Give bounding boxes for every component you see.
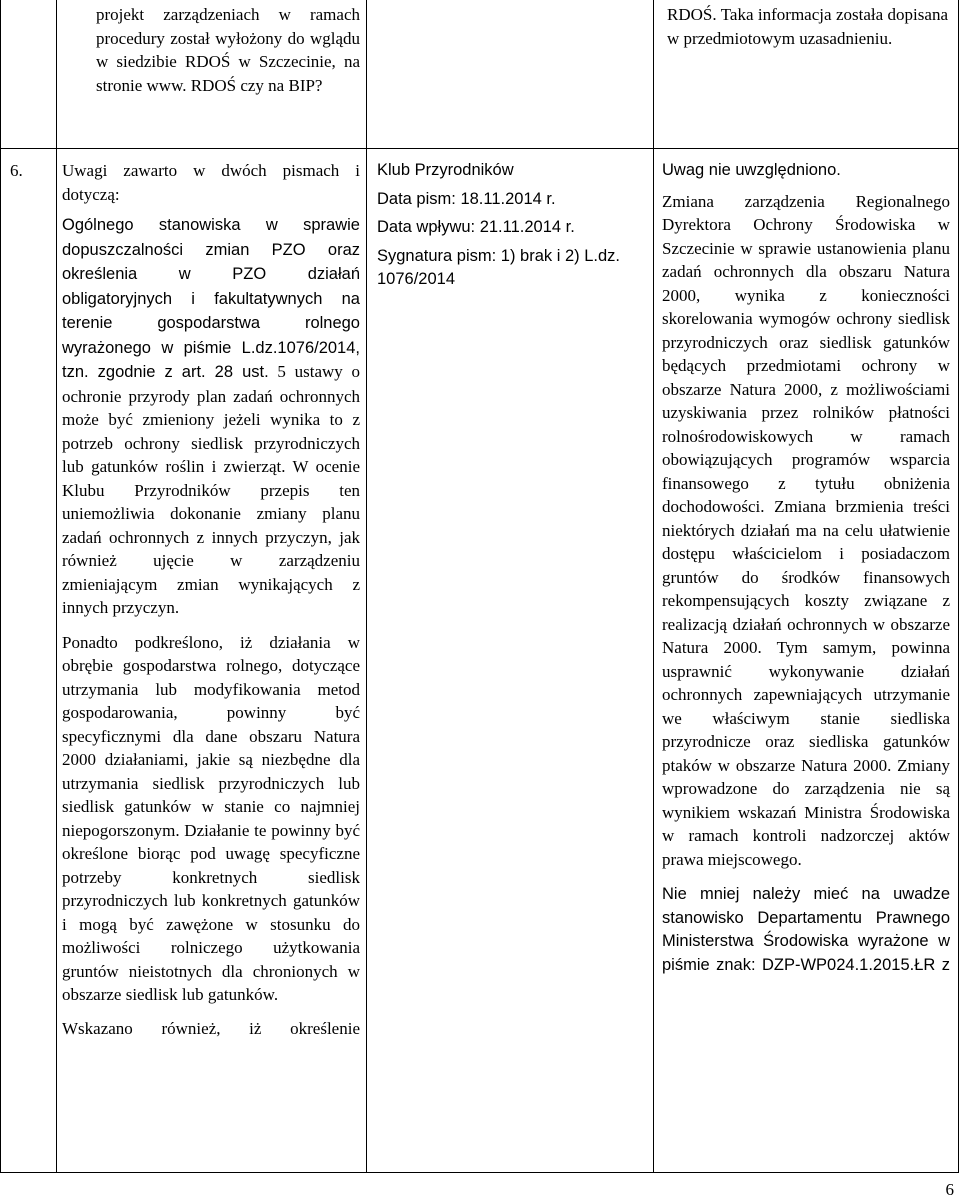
column-divider-2 bbox=[56, 0, 57, 1173]
column-divider-3 bbox=[366, 0, 367, 1173]
prev-row-description-text: projekt zarządzeniach w ramach procedury został wyłożony do wglądu w siedzibie RDOŚ w Szczecinie, na stronie www. RDOŚ czy na BIP? bbox=[96, 5, 360, 95]
row6-response bbox=[662, 159, 950, 977]
submitter-organization: Klub Przyrodników bbox=[377, 161, 514, 179]
page-number: 6 bbox=[945, 1180, 954, 1199]
response-status: Uwag nie uwzględniono. bbox=[662, 161, 841, 179]
row6-summary-serif: 5 ustawy o ochronie przyrody plan zadań ochronnych może być zmieniony jeżeli wynika to z potrzeb ochrony siedlisk przyrodniczych lub gatunków roślin i zwierząt. W ocenie Klubu Przyrodników przepis ten uniemożliwia dokonanie zmiany planu zadań ochronnych z innych przyczyn, jak również ujęcie w zarządzeniu zmieniającym zmian wynikających z innych przyczyn. bbox=[62, 362, 360, 617]
row6-summary-sans: Ogólnego stanowiska w sprawie dopuszczalności zmian PZO oraz określenia w PZO działań obligatoryjnych i fakultatywnych na terenie gospodarstwa rolnego wyrażonego w piśmie L.dz.1076/2014, tzn. zgodnie z art. 28 ust. bbox=[62, 216, 360, 381]
prev-row-response bbox=[667, 3, 948, 50]
response-paragraph-2: Nie mniej należy mieć na uwadze stanowisko Departamentu Prawnego Ministerstwa Środowiska wyrażone w piśmie znak: DZP-WP024.1.2015.ŁR z bbox=[662, 885, 950, 974]
row6-paragraph-2: Ponadto podkreślono, iż działania w obrębie gospodarstwa rolnego, dotyczące utrzymania lub modyfikowania metod gospodarowania, powinny być specyficznymi dla dane obszaru Natura 2000 działaniami, jakie są niezbędne dla utrzymania siedlisk przyrodniczych lub siedlisk gatunków w stanie co najmniej niepogorszonym. Działanie te powinny być określone biorąc pod uwagę specyficzne potrzeby konkretnych siedlisk przyrodniczych lub konkretnych gatunków i mogą być zawężone w stosunku do możliwości rolniczego użytkowania gruntów nieistotnych dla chronionych w obszarze siedlisk lub gatunków. bbox=[62, 632, 360, 1004]
response-paragraph-1: Zmiana zarządzenia Regionalnego Dyrektora Ochrony Środowiska w Szczecinie w sprawie ustanowienia planu zadań ochronnych dla obszaru Natura 2000, wynika z konieczności skorelowania wymogów ochrony siedlisk przyrodniczych oraz siedlisk gatunków będących przedmiotami ochrony w obszarze Natura 2000, z możliwościami uzyskiwania przez rolników płatności rolnośrodowiskowych w ramach obowiązujących programów wsparcia finansowego z tytułu obniżenia dochodowości. Zmiana brzmienia treści niektórych działań ma na celu ułatwienie dostępu właścicielom i posiadaczom gruntów do środków finansowych rekompensujących koszty związane z realizacją działań ochronnych w obszarze Natura 2000. Tym samym, powinna usprawnić wykonywanie działań ochronnych zapewniających utrzymanie we właściwym stanie siedliska przyrodnicze oraz siedliska gatunków ptaków w obszarze Natura 2000. Zmiany wprowadzone do zarządzenia nie są wynikiem wskazań Ministra Środowiska w ramach kontroli nadzorczej aktów prawa miejscowego. bbox=[662, 191, 950, 869]
receipt-date: Data wpływu: 21.11.2014 r. bbox=[377, 218, 575, 236]
prev-row-response-text: RDOŚ. Taka informacja została dopisana w przedmiotowym uzasadnieniu. bbox=[667, 5, 948, 48]
column-divider-4 bbox=[653, 0, 654, 1173]
row-number: 6. bbox=[10, 161, 23, 180]
letter-date: Data pism: 18.11.2014 r. bbox=[377, 189, 556, 208]
row6-summary bbox=[62, 213, 360, 620]
row6-submitter bbox=[377, 159, 639, 292]
letter-reference: Sygnatura pism: 1) brak i 2) L.dz. 1076/2014 bbox=[377, 246, 621, 288]
row6-intro: Uwagi zawarto w dwóch pismach i dotyczą: bbox=[62, 161, 360, 204]
row-divider bbox=[0, 148, 959, 149]
prev-row-description bbox=[96, 3, 360, 97]
column-divider-1 bbox=[0, 0, 1, 1173]
row6-description bbox=[62, 159, 360, 1040]
row6-paragraph-3: Wskazano również, iż określenie bbox=[62, 1018, 360, 1038]
